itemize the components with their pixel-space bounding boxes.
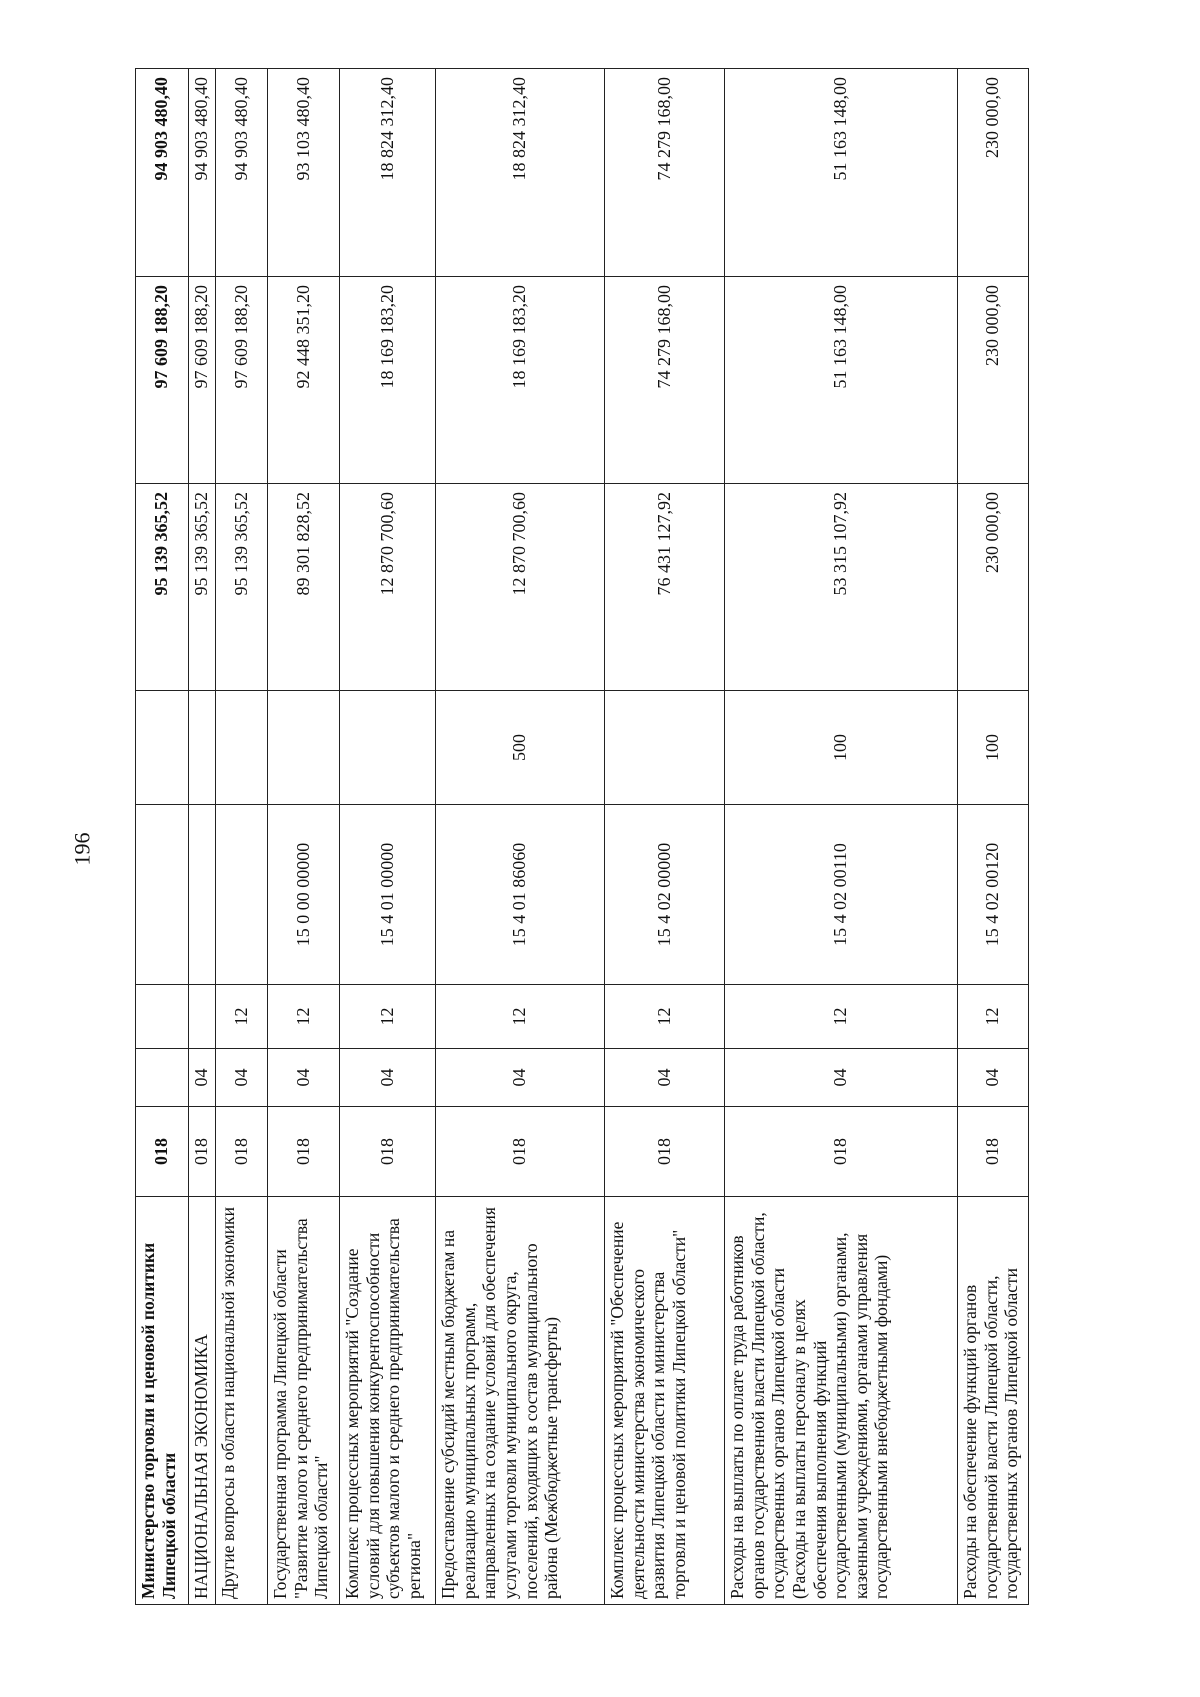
row-section: 04 <box>958 1049 1029 1107</box>
row-code: 018 <box>189 1107 216 1197</box>
row-sum1: 230 000,00 <box>958 484 1029 691</box>
row-section: 04 <box>189 1049 216 1107</box>
row-subsection: 12 <box>436 985 605 1049</box>
row-sum2: 18 169 183,20 <box>340 277 436 484</box>
table-row <box>268 69 340 1605</box>
row-name: Государственная программа Липецкой области "Развитие малого и среднего предпринимательства Липецкой области" <box>268 1197 340 1605</box>
row-sum3: 18 824 312,40 <box>340 69 436 277</box>
row-type: 100 <box>725 691 958 805</box>
row-type <box>268 691 340 805</box>
row-name: Предоставление субсидий местным бюджетам на реализацию муниципальных программ, направленных на создание условий для обеспечения услугами торговли муниципального округа, поселений, входящих в состав муниципального района (Межбюджетные трансферты) <box>436 1197 605 1605</box>
row-type <box>189 691 216 805</box>
row-sum2: 18 169 183,20 <box>436 277 605 484</box>
row-subsection: 12 <box>340 985 436 1049</box>
row-section: 04 <box>216 1049 268 1107</box>
row-section: 04 <box>725 1049 958 1107</box>
row-code: 018 <box>725 1107 958 1197</box>
row-sum3: 51 163 148,00 <box>725 69 958 277</box>
row-target: 15 4 02 00120 <box>958 805 1029 985</box>
row-type <box>340 691 436 805</box>
row-subsection: 12 <box>725 985 958 1049</box>
row-subsection: 12 <box>268 985 340 1049</box>
row-name: Расходы на обеспечение функций органов государственной власти Липецкой области, государственных органов Липецкой области <box>958 1197 1029 1605</box>
row-code: 018 <box>340 1107 436 1197</box>
row-subsection: 12 <box>605 985 725 1049</box>
row-sum2: 97 609 188,20 <box>136 277 189 484</box>
row-code: 018 <box>436 1107 605 1197</box>
row-section <box>136 1049 189 1107</box>
row-target <box>189 805 216 985</box>
row-code: 018 <box>136 1107 189 1197</box>
row-code: 018 <box>268 1107 340 1197</box>
table-row <box>340 69 436 1605</box>
row-target: 15 0 00 00000 <box>268 805 340 985</box>
row-sum1: 53 315 107,92 <box>725 484 958 691</box>
row-type <box>605 691 725 805</box>
row-subsection: 12 <box>216 985 268 1049</box>
row-sum3: 94 903 480,40 <box>189 69 216 277</box>
row-sum2: 230 000,00 <box>958 277 1029 484</box>
row-name: Комплекс процессных мероприятий "Обеспечение деятельности министерства экономического развития Липецкой области и министерства торговли и ценовой политики Липецкой области" <box>605 1197 725 1605</box>
row-sum3: 230 000,00 <box>958 69 1029 277</box>
row-sum1: 12 870 700,60 <box>436 484 605 691</box>
row-type <box>216 691 268 805</box>
row-subsection: 12 <box>958 985 1029 1049</box>
row-sum2: 97 609 188,20 <box>216 277 268 484</box>
row-sum1: 12 870 700,60 <box>340 484 436 691</box>
row-sum1: 95 139 365,52 <box>136 484 189 691</box>
row-subsection <box>136 985 189 1049</box>
row-target <box>216 805 268 985</box>
row-sum1: 89 301 828,52 <box>268 484 340 691</box>
row-sum3: 94 903 480,40 <box>216 69 268 277</box>
row-code: 018 <box>958 1107 1029 1197</box>
row-sum3: 74 279 168,00 <box>605 69 725 277</box>
page-number: 196 <box>69 832 95 866</box>
budget-table-region <box>135 69 1200 1599</box>
row-sum2: 92 448 351,20 <box>268 277 340 484</box>
row-target: 15 4 02 00000 <box>605 805 725 985</box>
row-sum2: 51 163 148,00 <box>725 277 958 484</box>
row-name: Министерство торговли и ценовой политики Липецкой области <box>136 1197 189 1605</box>
row-sum1: 76 431 127,92 <box>605 484 725 691</box>
row-name: НАЦИОНАЛЬНАЯ ЭКОНОМИКА <box>189 1197 216 1605</box>
table-row <box>189 69 216 1605</box>
row-name: Расходы на выплаты по оплате труда работников органов государственной власти Липецкой области, государственных органов Липецкой области (Расходы на выплаты персоналу в целях обеспечения выполнения функций государственными (муниципальными) органами, казенными учреждениями, органами управления государственными внебюджетными фондами) <box>725 1197 958 1605</box>
row-target: 15 4 02 00110 <box>725 805 958 985</box>
row-code: 018 <box>216 1107 268 1197</box>
row-code: 018 <box>605 1107 725 1197</box>
row-type: 500 <box>436 691 605 805</box>
table-row <box>725 69 958 1605</box>
budget-table <box>135 68 1029 1605</box>
row-sum2: 74 279 168,00 <box>605 277 725 484</box>
row-sum3: 94 903 480,40 <box>136 69 189 277</box>
row-name: Комплекс процессных мероприятий "Создание условий для повышения конкурентоспособности субъектов малого и среднего предпринимательства региона" <box>340 1197 436 1605</box>
row-target <box>136 805 189 985</box>
table-row <box>605 69 725 1605</box>
table-row <box>958 69 1029 1605</box>
row-type: 100 <box>958 691 1029 805</box>
row-type <box>136 691 189 805</box>
table-row <box>216 69 268 1605</box>
table-row <box>436 69 605 1605</box>
row-target: 15 4 01 00000 <box>340 805 436 985</box>
row-section: 04 <box>340 1049 436 1107</box>
row-sum2: 97 609 188,20 <box>189 277 216 484</box>
table-row <box>136 69 189 1605</box>
row-section: 04 <box>436 1049 605 1107</box>
row-sum3: 93 103 480,40 <box>268 69 340 277</box>
row-subsection <box>189 985 216 1049</box>
row-sum3: 18 824 312,40 <box>436 69 605 277</box>
row-name: Другие вопросы в области национальной экономики <box>216 1197 268 1605</box>
row-sum1: 95 139 365,52 <box>216 484 268 691</box>
row-sum1: 95 139 365,52 <box>189 484 216 691</box>
row-section: 04 <box>605 1049 725 1107</box>
row-target: 15 4 01 86060 <box>436 805 605 985</box>
row-section: 04 <box>268 1049 340 1107</box>
